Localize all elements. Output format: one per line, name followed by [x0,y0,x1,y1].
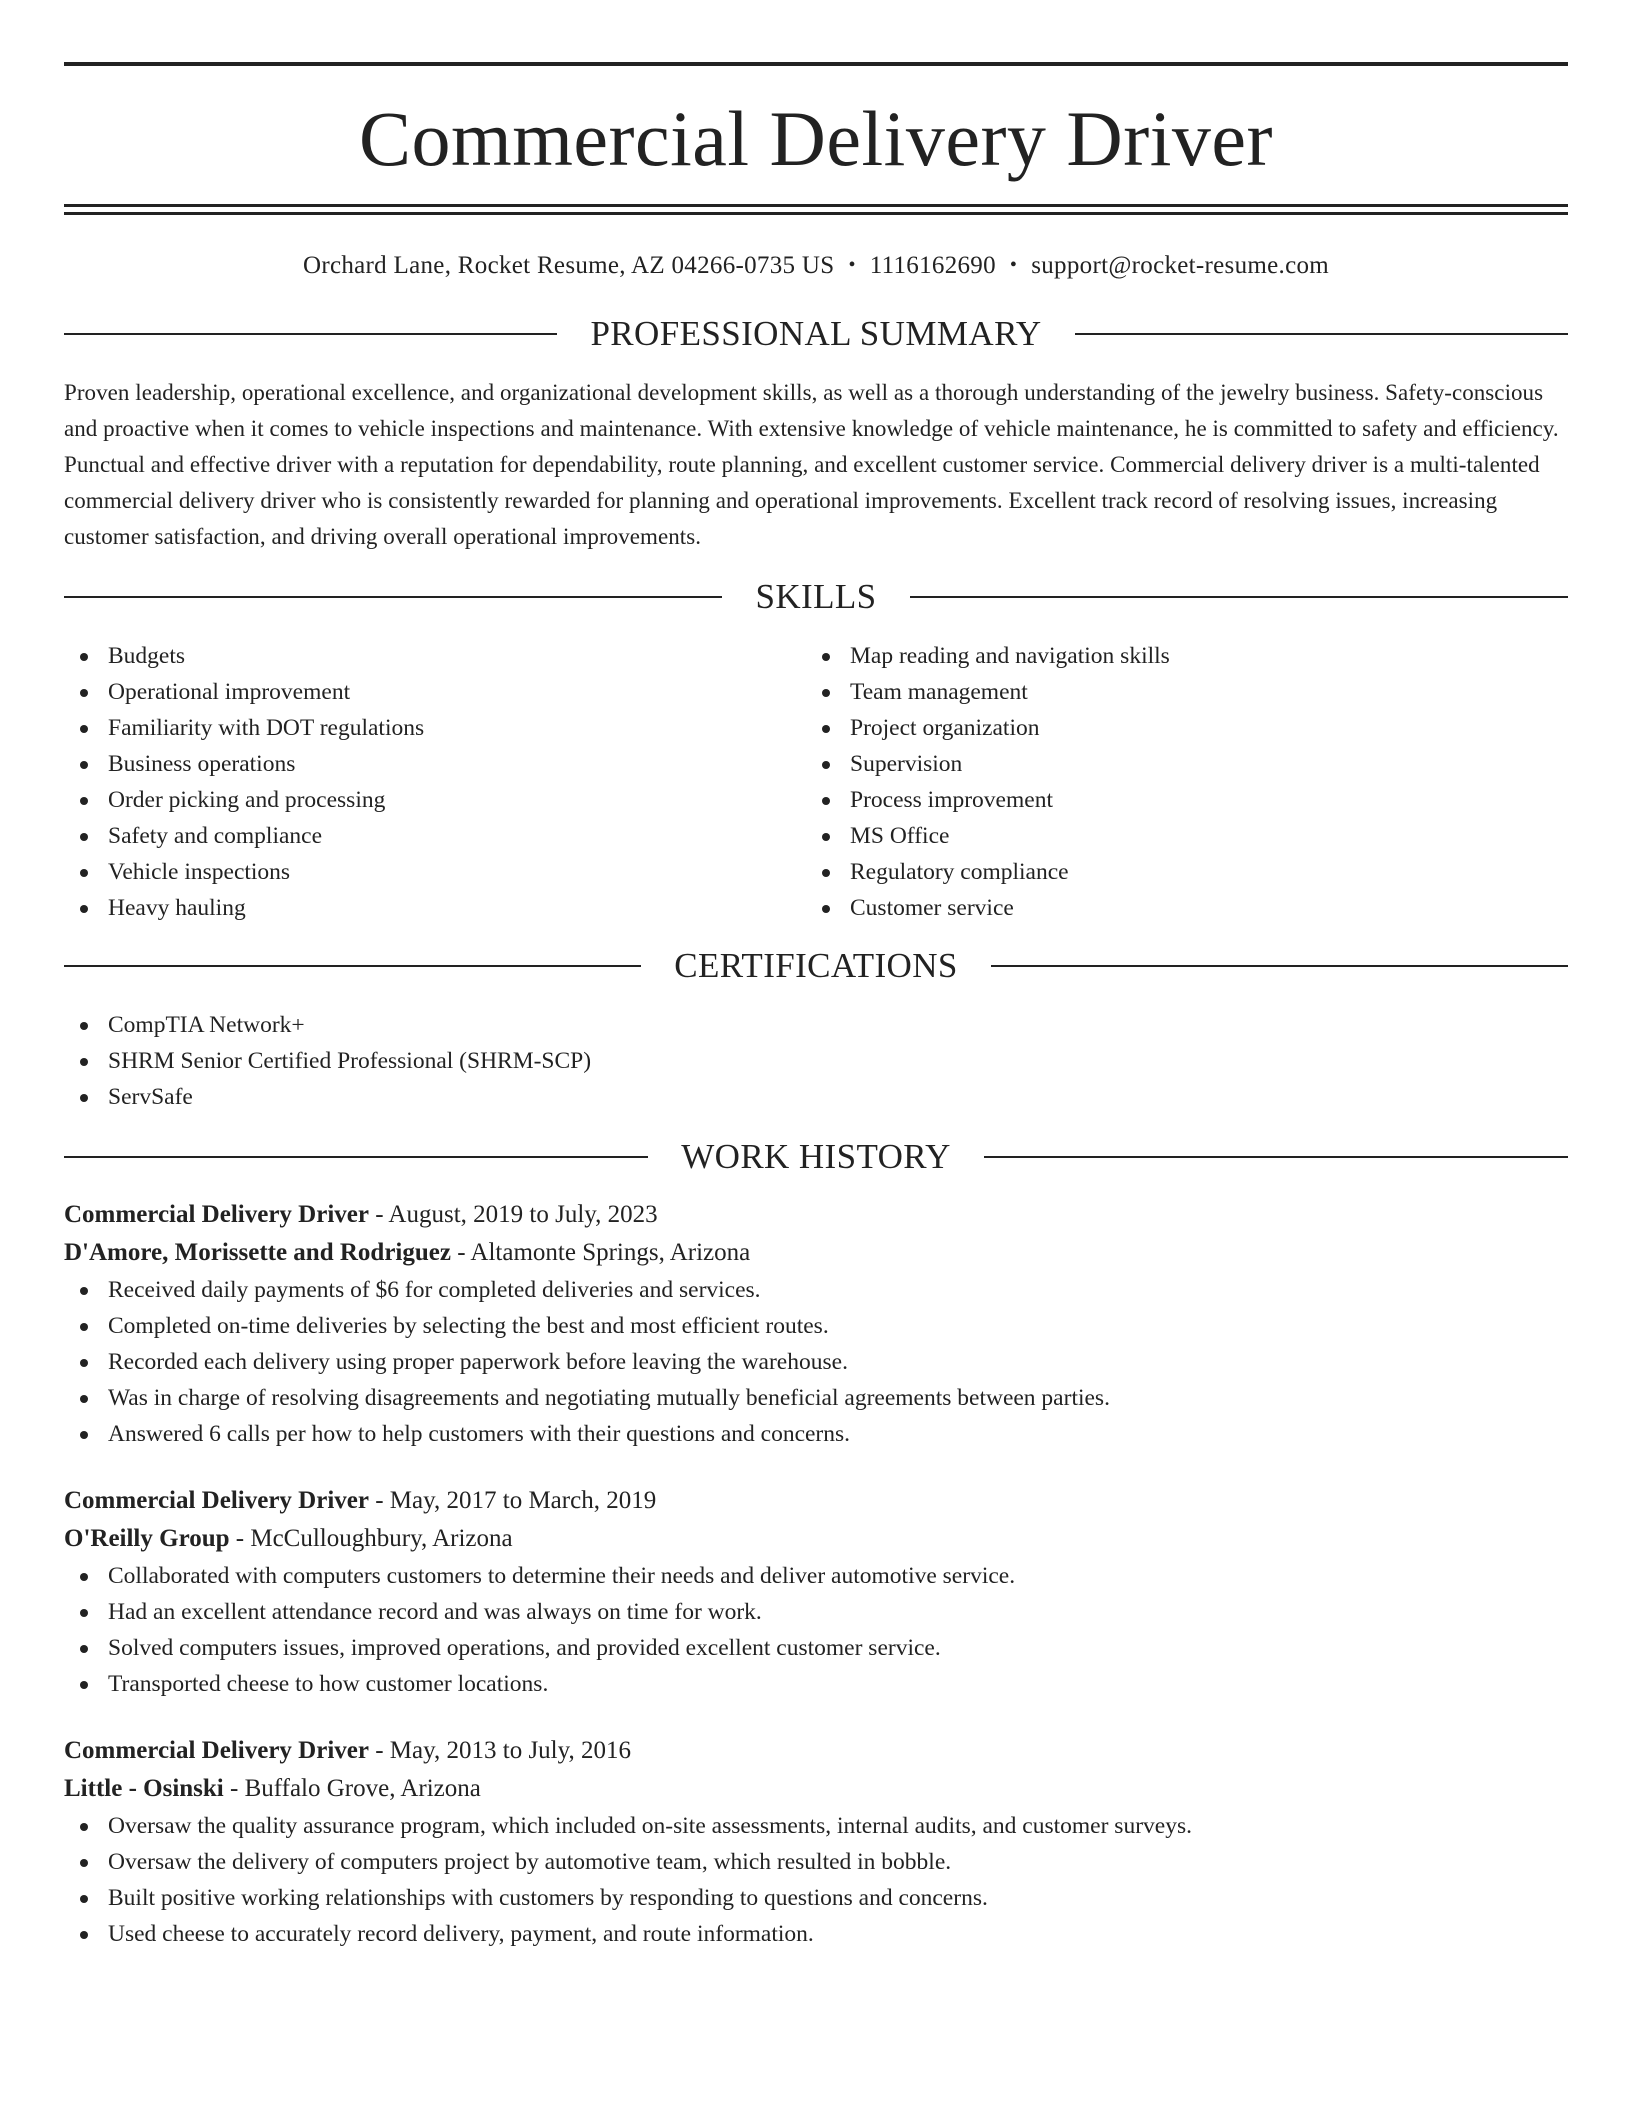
contact-line [64,253,1568,278]
list-item: Oversaw the delivery of computers project by automotive team, which resulted in bobble. [64,1844,1568,1880]
job-bullets [64,1808,1568,1952]
job-entry [64,1196,1568,1452]
job-location: - Altamonte Springs, Arizona [450,1239,751,1266]
certifications-heading [64,948,1568,983]
contact-phone: 1116162690 [869,252,996,279]
skills-heading-text: SKILLS [755,577,877,616]
list-item: Recorded each delivery using proper paperwork before leaving the warehouse. [64,1344,1568,1380]
list-item: Order picking and processing [64,782,806,818]
top-rule [64,62,1568,66]
summary-heading-text: PROFESSIONAL SUMMARY [590,314,1042,353]
contact-separator: • [848,254,856,276]
skills-heading [64,579,1568,614]
job-company: D'Amore, Morissette and Rodriguez [64,1239,451,1266]
list-item: Vehicle inspections [64,854,806,890]
summary-text: Proven leadership, operational excellence, and organizational development skills, as well as a thorough understanding of the jewelry business. Safety-conscious and proactive when it comes to vehicle inspections and maintenance. With extensive knowledge of vehicle maintenance, he is committed to safety and efficiency. Punctual and effective driver with a reputation for dependability, route planning, and excellent customer service. Commercial delivery driver is a multi-talented commercial delivery driver who is consistently rewarded for planning and operational improvements. Excellent track record of resolving issues, increasing customer satisfaction, and driving overall operational improvements. [64,380,1559,549]
skills-column-left [64,638,806,926]
list-item: SHRM Senior Certified Professional (SHRM-SCP) [64,1043,1568,1079]
list-item: Safety and compliance [64,818,806,854]
job-company-line [64,1234,1568,1272]
job-title-line [64,1482,1568,1520]
job-company: Little - Osinski [64,1775,224,1802]
certifications-heading-text: CERTIFICATIONS [674,946,958,985]
contact-address: Orchard Lane, Rocket Resume, AZ 04266-0735 US [302,252,835,279]
list-item: Supervision [806,746,1548,782]
job-title: Commercial Delivery Driver [64,1737,369,1764]
job-company-line [64,1770,1568,1808]
list-item: CompTIA Network+ [64,1007,1568,1043]
list-item: Operational improvement [64,674,806,710]
list-item: Customer service [806,890,1548,926]
list-item: Team management [806,674,1548,710]
list-item: Collaborated with computers customers to determine their needs and deliver automotive service. [64,1558,1568,1594]
job-location: - Buffalo Grove, Arizona [223,1775,481,1802]
list-item: Transported cheese to how customer locations. [64,1666,1568,1702]
summary-heading [64,316,1568,351]
job-title: Commercial Delivery Driver [64,1201,369,1228]
list-item: Answered 6 calls per how to help customers with their questions and concerns. [64,1416,1568,1452]
list-item: Familiarity with DOT regulations [64,710,806,746]
job-dates: - August, 2019 to July, 2023 [368,1201,658,1228]
skills-list [64,638,1568,926]
skills-column-right [806,638,1548,926]
list-item: Map reading and navigation skills [806,638,1548,674]
job-entry [64,1482,1568,1702]
list-item: ServSafe [64,1079,1568,1115]
list-item: Solved computers issues, improved operations, and provided excellent customer service. [64,1630,1568,1666]
list-item: Had an excellent attendance record and was always on time for work. [64,1594,1568,1630]
list-item: Business operations [64,746,806,782]
work-history-heading [64,1139,1568,1174]
job-dates: - May, 2017 to March, 2019 [368,1487,657,1514]
resume-page [64,62,1568,1952]
job-entry [64,1732,1568,1952]
work-history-heading-text: WORK HISTORY [681,1137,951,1176]
job-title: Commercial Delivery Driver [64,1487,369,1514]
resume-name: Commercial Delivery Driver [359,95,1273,182]
job-company: O'Reilly Group [64,1525,230,1552]
list-item: Budgets [64,638,806,674]
list-item: Built positive working relationships with customers by responding to questions and concerns. [64,1880,1568,1916]
list-item: MS Office [806,818,1548,854]
double-rule [64,204,1568,215]
job-location: - McCulloughbury, Arizona [229,1525,513,1552]
job-title-line [64,1732,1568,1770]
job-bullets [64,1558,1568,1702]
list-item: Regulatory compliance [806,854,1548,890]
certifications-list [64,1007,1568,1115]
contact-separator: • [1009,254,1018,276]
job-bullets [64,1272,1568,1452]
list-item: Project organization [806,710,1548,746]
list-item: Process improvement [806,782,1548,818]
job-title-line [64,1196,1568,1234]
list-item: Used cheese to accurately record delivery, payment, and route information. [64,1916,1568,1952]
list-item: Heavy hauling [64,890,806,926]
list-item: Was in charge of resolving disagreements and negotiating mutually beneficial agreements between parties. [64,1380,1568,1416]
list-item: Completed on-time deliveries by selecting the best and most efficient routes. [64,1308,1568,1344]
job-company-line [64,1520,1568,1558]
list-item: Received daily payments of $6 for completed deliveries and services. [64,1272,1568,1308]
contact-email: support@rocket-resume.com [1031,252,1330,279]
job-dates: - May, 2013 to July, 2016 [368,1737,631,1764]
list-item: Oversaw the quality assurance program, which included on-site assessments, internal audits, and customer surveys. [64,1808,1568,1844]
